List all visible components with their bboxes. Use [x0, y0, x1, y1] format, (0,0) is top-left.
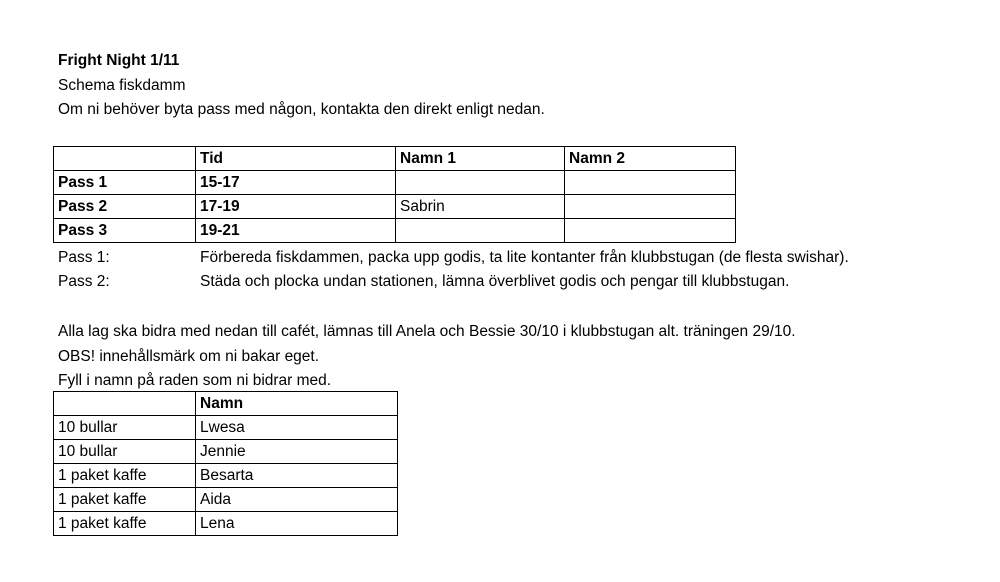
pass-note-text: Förbereda fiskdammen, packa upp godis, ta lite kontanter från klubbstugan (de flesta swishar).: [200, 249, 849, 266]
name2-cell: [565, 195, 736, 219]
cafe-obs-note: OBS! innehållsmärk om ni bakar eget.: [58, 348, 320, 365]
name-cell: Jennie: [196, 440, 398, 464]
table-row: [54, 488, 398, 512]
table-header-row: [54, 147, 736, 171]
table-row: [54, 464, 398, 488]
contributions-table: [53, 391, 398, 536]
name1-cell: Sabrin: [396, 195, 565, 219]
table-row: [54, 512, 398, 536]
header-cell-namn: Namn: [196, 392, 398, 416]
item-cell: 10 bullar: [54, 440, 196, 464]
table-row: [54, 416, 398, 440]
name-cell: Lena: [196, 512, 398, 536]
name1-cell: [396, 171, 565, 195]
item-cell: 1 paket kaffe: [54, 464, 196, 488]
item-cell: 1 paket kaffe: [54, 488, 196, 512]
name-cell: Besarta: [196, 464, 398, 488]
pass-label-cell: Pass 3: [54, 219, 196, 243]
item-cell: 1 paket kaffe: [54, 512, 196, 536]
name-cell: Aida: [196, 488, 398, 512]
header-cell-blank: [54, 147, 196, 171]
cafe-fill-instruction: Fyll i namn på raden som ni bidrar med.: [58, 372, 332, 389]
header-cell-namn2: Namn 2: [565, 147, 736, 171]
table-row: [54, 195, 736, 219]
time-cell: 17-19: [196, 195, 396, 219]
table-row: [54, 440, 398, 464]
intro-text: Om ni behöver byta pass med någon, kontakta den direkt enligt nedan.: [58, 101, 545, 118]
time-cell: 19-21: [196, 219, 396, 243]
pass-note-label: Pass 2:: [58, 273, 110, 290]
cafe-instruction: Alla lag ska bidra med nedan till cafét, lämnas till Anela och Bessie 30/10 i klubbstugan alt. träningen 29/10.: [58, 323, 796, 340]
name1-cell: [396, 219, 565, 243]
pass-label-cell: Pass 1: [54, 171, 196, 195]
pass-note-label: Pass 1:: [58, 249, 110, 266]
table-row: [54, 219, 736, 243]
table-header-row: [54, 392, 398, 416]
document-subtitle: Schema fiskdamm: [58, 77, 186, 94]
header-cell-blank: [54, 392, 196, 416]
time-cell: 15-17: [196, 171, 396, 195]
name-cell: Lwesa: [196, 416, 398, 440]
table-row: [54, 171, 736, 195]
header-cell-namn1: Namn 1: [396, 147, 565, 171]
name2-cell: [565, 171, 736, 195]
pass-label-cell: Pass 2: [54, 195, 196, 219]
name2-cell: [565, 219, 736, 243]
schedule-table: [53, 146, 736, 243]
document-title: Fright Night 1/11: [58, 52, 180, 69]
pass-note-text: Städa och plocka undan stationen, lämna överblivet godis och pengar till klubbstugan.: [200, 273, 790, 290]
item-cell: 10 bullar: [54, 416, 196, 440]
header-cell-tid: Tid: [196, 147, 396, 171]
